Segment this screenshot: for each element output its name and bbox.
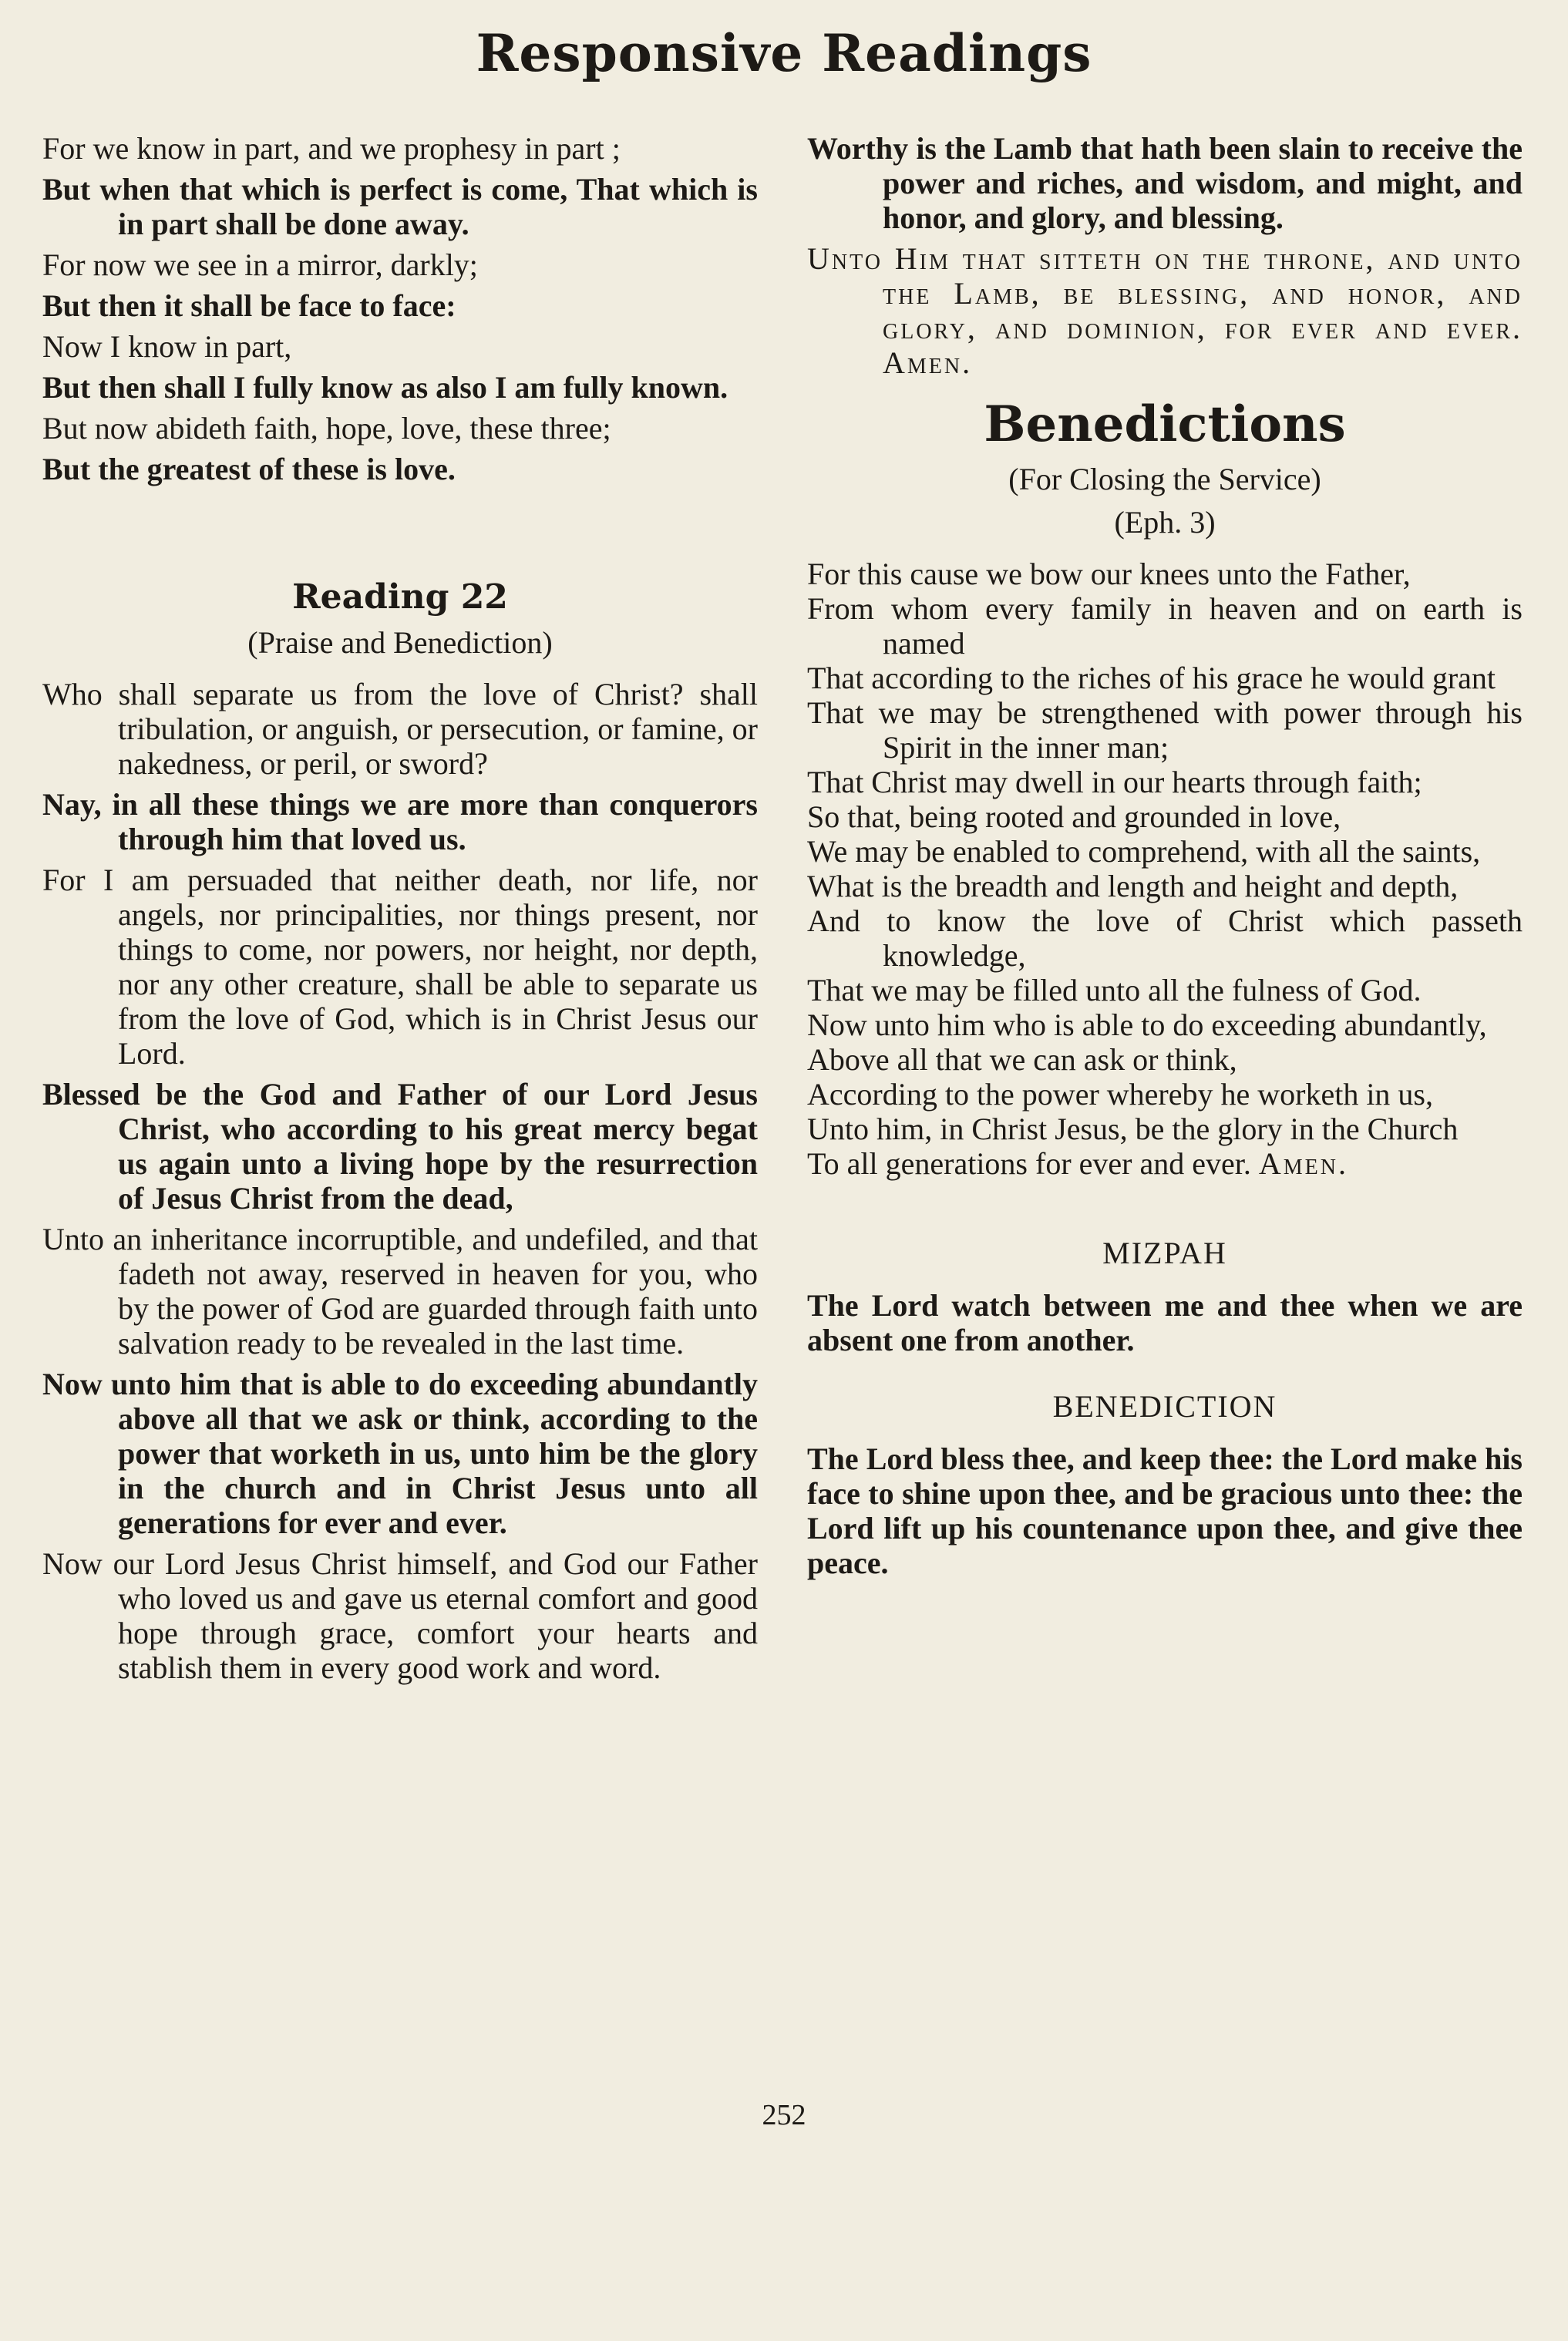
passage-line: And to know the love of Christ which passeth knowledge,	[807, 903, 1523, 973]
reading-line: Now unto him that is able to do exceeding abundantly above all that we ask or think, according to the power that worketh in us, unto him be the glory in the church and in Christ Jesus unto all generations for ever and ever.	[42, 1367, 758, 1540]
passage-line: That we may be filled unto all the fulness of God.	[807, 973, 1422, 1007]
left-column	[42, 131, 758, 1691]
reading-line: For we know in part, and we prophesy in part ;	[42, 131, 621, 166]
reading-line: Unto an inheritance incorruptible, and undefiled, and that fadeth not away, reserved in heaven for you, who by the power of God are guarded through faith unto salvation ready to be revealed in the last time.	[42, 1222, 758, 1361]
passage-line: That Christ may dwell in our hearts through faith;	[807, 765, 1422, 799]
reading-line: But the greatest of these is love.	[42, 452, 456, 486]
passage-line: Above all that we can ask or think,	[807, 1042, 1237, 1077]
reading-line: Blessed be the God and Father of our Lord Jesus Christ, who according to his great mercy begat us again unto a living hope by the resurrection of Jesus Christ from the dead,	[42, 1077, 758, 1216]
passage-line: What is the breadth and length and height and depth,	[807, 869, 1459, 903]
reading-22-subtitle: (Praise and Benediction)	[247, 625, 553, 660]
passage-line: That we may be strengthened with power through his Spirit in the inner man;	[807, 695, 1523, 765]
amen: Amen.	[1258, 1146, 1348, 1181]
reading-line: Now I know in part,	[42, 329, 292, 364]
passage-line: Now unto him who is able to do exceeding abundantly,	[807, 1007, 1487, 1042]
passage-line: According to the power whereby he worketh in us,	[807, 1077, 1433, 1112]
left-top-reading	[42, 131, 758, 486]
reading-line: Nay, in all these things we are more than conquerors through him that loved us.	[42, 787, 758, 856]
mizpah-text: The Lord watch between me and thee when we are absent one from another.	[807, 1288, 1523, 1357]
passage-last-text: To all generations for ever and ever.	[807, 1146, 1251, 1181]
benedictions-reference: (Eph. 3)	[1114, 505, 1216, 540]
reading-line: But now abideth faith, hope, love, these three;	[42, 411, 611, 446]
passage-line: We may be enabled to comprehend, with all the saints,	[807, 834, 1481, 869]
benediction-title: BENEDICTION	[1052, 1389, 1277, 1424]
reading-line: Now our Lord Jesus Christ himself, and God our Father who loved us and gave us eternal comfort and good hope through grace, comfort your hearts and stablish them in every good work and word.	[42, 1546, 758, 1685]
benedictions-title: Benedictions	[984, 395, 1346, 453]
right-column	[807, 131, 1523, 1580]
passage-line: So that, being rooted and grounded in love,	[807, 799, 1341, 834]
reading-line: For I am persuaded that neither death, nor life, nor angels, nor principalities, nor things present, nor things to come, nor powers, nor height, nor depth, nor any other creature, shall be able to separate us from the love of God, which is in Christ Jesus our Lord.	[42, 863, 758, 1071]
reading-line: Who shall separate us from the love of Christ? shall tribulation, or anguish, or persecution, or famine, or nakedness, or peril, or sword?	[42, 677, 758, 781]
page-number: 252	[762, 2099, 806, 2131]
mizpah-title: MIZPAH	[1102, 1236, 1227, 1270]
reading-22-title: Reading 22	[292, 577, 508, 617]
benediction-text: The Lord bless thee, and keep thee: the Lord make his face to shine upon thee, and be gracious unto thee: the Lord lift up his countenance upon thee, and give thee peace.	[807, 1441, 1523, 1580]
benedictions-subtitle: (For Closing the Service)	[1008, 462, 1321, 496]
reading-22-body	[42, 677, 758, 1685]
passage-line-last	[807, 1146, 1523, 1181]
reading-line: For now we see in a mirror, darkly;	[42, 247, 478, 282]
ephesians-passage	[807, 557, 1523, 1181]
reading-line: But when that which is perfect is come, That which is in part shall be done away.	[42, 172, 758, 241]
reading-line: But then shall I fully know as also I am fully known.	[42, 370, 728, 405]
passage-line: That according to the riches of his grace he would grant	[807, 661, 1496, 695]
small-caps-response: Unto Him that sitteth on the throne, and unto the Lamb, be blessing, and honor, and glory, and dominion, for ever and ever. Amen.	[807, 241, 1523, 380]
passage-line: Unto him, in Christ Jesus, be the glory in the Church	[807, 1112, 1459, 1146]
passage-line: For this cause we bow our knees unto the Father,	[807, 557, 1411, 591]
reading-line: Worthy is the Lamb that hath been slain to receive the power and riches, and wisdom, and might, and honor, and glory, and blessing.	[807, 131, 1523, 235]
passage-line: From whom every family in heaven and on earth is named	[807, 591, 1523, 661]
running-head: Responsive Readings	[476, 23, 1092, 83]
reading-line: But then it shall be face to face:	[42, 288, 456, 323]
